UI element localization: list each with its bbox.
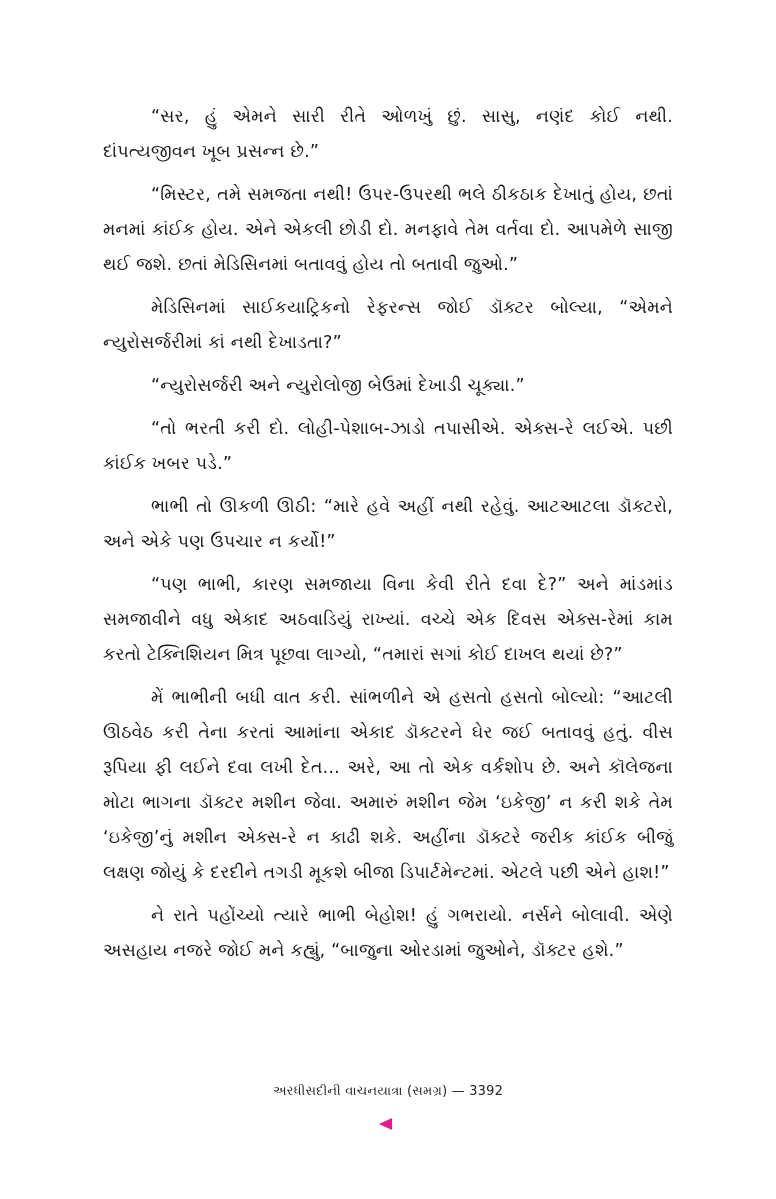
paragraph: “પણ ભાભી, કારણ સમજાયા વિના કેવી રીતે દવા દે?” અને માંડમાંડ સમજાવીને વધુ એકાદ અઠવાડિયું રાખ્યાં. વચ્ચે એક દિવસ એક્સ-રેમાં કામ કરતો ટેક્નિશિયન મિત્ર પૂછવા લાગ્યો, “તમારાં સગાં કોઈ દાખલ થયાં છે?” — [103, 575, 673, 665]
body-text — [103, 100, 673, 977]
paragraph: ને રાતે પહોંચ્યો ત્યારે ભાભી બેહોશ! હું ગભરાયો. નર્સને બોલાવી. એણે અસહાય નજરે જોઈ મને કહ્યું, “બાજુના ઓરડામાં જુઓને, ડૉક્ટર હશે.” — [103, 906, 673, 961]
paragraph: મેડિસિનમાં સાઈકયાટ્રિકનો રેફરન્સ જોઈ ડૉક્ટર બોલ્યા, “એમને ન્યુરોસર્જરીમાં કાં નથી દેખાડતા?” — [103, 298, 673, 353]
paragraph: “ન્યુરોસર્જરી અને ન્યુરોલોજી બેઉમાં દેખાડી ચૂક્યા.” — [151, 376, 525, 396]
previous-page-icon[interactable] — [379, 1118, 392, 1130]
page-footer: અરધીસદીની વાચનયાત્રા (સમગ્ર) — 3392 — [272, 1084, 504, 1099]
paragraph: “મિસ્ટર, તમે સમજતા નથી! ઉપર-ઉપરથી ભલે ઠીકઠાક દેખાતું હોય, છતાં મનમાં કાંઈક હોય. એને એકલી છોડી દો. મનફાવે તેમ વર્તવા દો. આપમેળે સાજી થઈ જશે. છતાં મેડિસિનમાં બતાવવું હોય તો બતાવી જુઓ.” — [103, 185, 673, 275]
paragraph: “સર, હું એમને સારી રીતે ઓળખું છું. સાસુ, નણંદ કોઈ નથી. દાંપત્યજીવન ખૂબ પ્રસન્ન છે.” — [103, 107, 673, 162]
paragraph: ભાભી તો ઊકળી ઊઠી: “મારે હવે અહીં નથી રહેવું. આટઆટલા ડૉક્ટરો, અને એકે પણ ઉપચાર ન કર્યો!” — [103, 497, 673, 552]
paragraph: મેં ભાભીની બધી વાત કરી. સાંભળીને એ હસતો હસતો બોલ્યો: “આટલી ઊઠવેઠ કરી તેના કરતાં આમાંના એકાદ ડૉક્ટરને ઘેર જઈ બતાવવું હતું. વીસ રૂપિયા ફી લઈને દવા લખી દેત... અરે, આ તો એક વર્કશોપ છે. અને કૉલેજના મોટા ભાગના ડૉક્ટર મશીન જેવા. અમારું મશીન જેમ ‘ઇકેજી’ ન કરી શકે તેમ ‘ઇકેજી’નું મશીન એક્સ-રે ન કાઢી શકે. અહીંના ડૉક્ટરે જરીક કાંઈક બીજું લક્ષણ જોયું કે દરદીને તગડી મૂકશે બીજા ડિપાર્ટમેન્ટમાં. એટલે પછી એને હાશ!” — [103, 688, 673, 883]
paragraph: “તો ભરતી કરી દો. લોહી-પેશાબ-ઝાડો તપાસીએ. એક્સ-રે લઈએ. પછી કાંઈક ખબર પડે.” — [103, 419, 673, 474]
